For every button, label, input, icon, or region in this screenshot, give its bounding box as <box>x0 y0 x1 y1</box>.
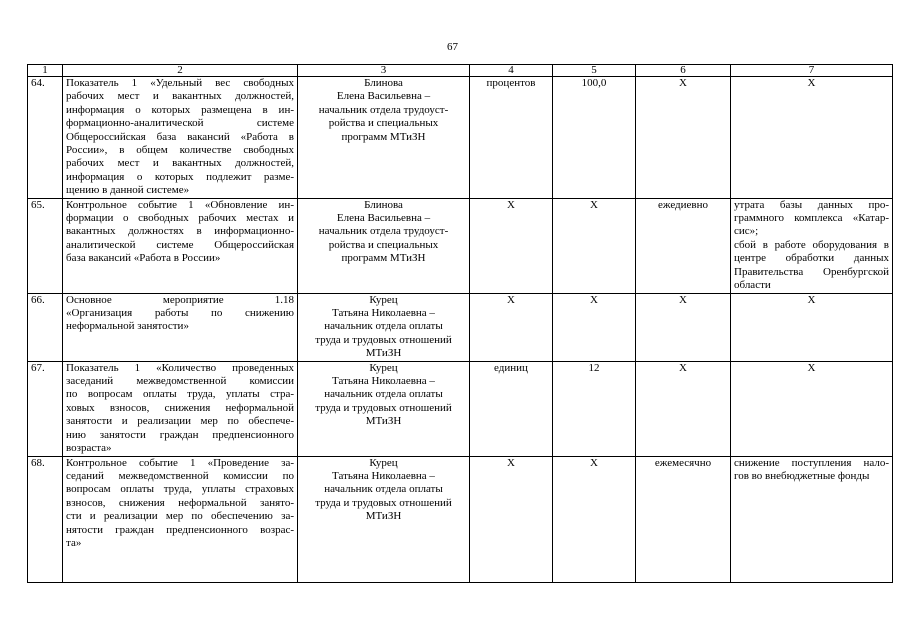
row-unit: X <box>470 456 553 582</box>
row-description-line: рабочих мест и вакантных должностей, <box>66 90 294 103</box>
page-number: 67 <box>447 41 458 53</box>
row-responsible-line: начальник отдела трудоуст- <box>318 225 449 238</box>
table-body <box>28 65 893 583</box>
row-responsible-line: начальник отдела трудоуст- <box>318 103 449 116</box>
row-result-line: сис»; <box>734 225 759 238</box>
row-description-line: Контрольное событие 1 «Обновление ин- <box>66 198 294 211</box>
row-responsible-line: Блинова <box>364 198 403 211</box>
row-result-line: гов во внебюджетные фонды <box>734 469 870 482</box>
row-responsible <box>298 198 470 293</box>
row-responsible-line: труда и трудовых отношений <box>315 401 452 414</box>
row-responsible-line: Блинова <box>364 77 403 89</box>
table-row <box>28 361 893 456</box>
row-number: 67. <box>28 361 63 456</box>
row-result-line: утрата базы данных про- <box>734 198 889 211</box>
row-responsible-line: Елена Васильевна – <box>336 90 431 103</box>
row-description-line: информация о которых подлежит разме- <box>66 170 294 183</box>
row-description-line: формационно-аналитической системе <box>66 117 294 130</box>
row-description-line: вопросам оплаты труда, уплаты страховых <box>66 483 294 496</box>
row-description-line: сти и реализации мер по обеспечению за- <box>66 510 294 523</box>
row-result-line: X <box>807 361 816 374</box>
row-number: 68. <box>28 456 63 582</box>
row-unit: единиц <box>470 361 553 456</box>
row-description-line: взносов, снижения неформальной занято- <box>66 496 294 509</box>
row-result <box>731 77 893 199</box>
row-responsible-line: труда и трудовых отношений <box>315 333 452 346</box>
row-description <box>63 77 298 199</box>
plan-table <box>27 64 893 583</box>
row-responsible-line: МТиЗН <box>365 415 402 428</box>
row-result-line: граммного комплекса «Катар- <box>734 212 889 225</box>
row-description-line: «Организация работы по снижению <box>66 306 294 319</box>
row-responsible-line: Елена Васильевна – <box>336 212 431 225</box>
header-cell-description: 2 <box>63 65 298 77</box>
row-responsible <box>298 293 470 361</box>
row-result-line: сбой в работе оборудования в <box>734 238 889 251</box>
table-header-row <box>28 65 893 77</box>
row-responsible-line: ройства и специальных <box>328 238 439 251</box>
row-description-line: занятости и реализации мер по обеспече- <box>66 415 294 428</box>
row-description-line: Общероссийская база вакансий «Работа в <box>66 130 294 143</box>
row-responsible-line: Курец <box>369 361 398 374</box>
row-responsible-line: начальник отдела оплаты <box>324 483 443 496</box>
row-description-line: нятости граждан предпенсионного возрас- <box>66 523 294 536</box>
row-description-line: Показатель 1 «Количество проведенных <box>66 361 294 374</box>
row-description-line: информация о которых размещена в ин- <box>66 103 294 116</box>
row-description-line: Основное мероприятие 1.18 <box>66 293 294 306</box>
row-responsible-line: МТиЗН <box>365 510 402 523</box>
row-result <box>731 361 893 456</box>
header-cell-responsible: 3 <box>298 65 470 77</box>
row-responsible <box>298 77 470 199</box>
row-responsible-line: Курец <box>369 293 398 306</box>
row-period: X <box>636 361 731 456</box>
row-responsible-line: Татьяна Николаевна – <box>332 306 435 319</box>
row-number: 64. <box>28 77 63 199</box>
row-description-line: ховых взносов, снижения неформальной <box>66 401 294 414</box>
row-description-line: неформальной занятости» <box>66 320 189 333</box>
row-description-line: база вакансий «Работа в России» <box>66 252 221 265</box>
row-period: ежедиевно <box>636 198 731 293</box>
row-responsible-line: труда и трудовых отношений <box>315 496 452 509</box>
row-description-line: формации о свободных рабочих местах и <box>66 212 294 225</box>
row-responsible-line: программ МТиЗН <box>341 130 426 143</box>
row-description-line: по вопросам оплаты труда, уплаты стра- <box>66 388 294 401</box>
row-description-line: Контрольное событие 1 «Проведение за- <box>66 456 294 469</box>
row-unit: X <box>470 293 553 361</box>
row-unit: процентов <box>470 77 553 199</box>
row-number: 65. <box>28 198 63 293</box>
row-description <box>63 456 298 582</box>
row-description <box>63 361 298 456</box>
row-responsible-line: начальник отдела оплаты <box>324 320 443 333</box>
row-result-line: области <box>734 279 771 292</box>
row-responsible-line: начальник отдела оплаты <box>324 388 443 401</box>
row-value: X <box>553 198 636 293</box>
row-responsible-line: Татьяна Николаевна – <box>332 469 435 482</box>
header-cell-period: 6 <box>636 65 731 77</box>
row-description-line: щению в данной системе» <box>66 184 190 197</box>
header-cell-num: 1 <box>28 65 63 77</box>
row-responsible <box>298 361 470 456</box>
table-row <box>28 198 893 293</box>
row-responsible-line: МТиЗН <box>365 347 402 360</box>
row-description-line: заседаний межведомственной комиссии <box>66 374 294 387</box>
row-number: 66. <box>28 293 63 361</box>
row-result <box>731 456 893 582</box>
row-result-line: X <box>807 77 816 89</box>
row-value: 12 <box>553 361 636 456</box>
row-value: X <box>553 293 636 361</box>
table-row <box>28 77 893 199</box>
row-responsible <box>298 456 470 582</box>
row-responsible-line: Татьяна Николаевна – <box>332 374 435 387</box>
row-value: X <box>553 456 636 582</box>
header-cell-value: 5 <box>553 65 636 77</box>
table-row <box>28 293 893 361</box>
row-description <box>63 293 298 361</box>
row-description-line: возраста» <box>66 441 112 454</box>
header-cell-unit: 4 <box>470 65 553 77</box>
table-row <box>28 456 893 582</box>
row-description-line: вакантных должностях в информационно- <box>66 225 294 238</box>
row-result-line: X <box>807 293 816 306</box>
row-description-line: нию занятости граждан предпенсионного <box>66 428 294 441</box>
row-period: X <box>636 293 731 361</box>
row-result-line: Правительства Оренбургской <box>734 265 889 278</box>
row-result <box>731 198 893 293</box>
row-description-line: седаний межведомственной комиссии по <box>66 469 294 482</box>
row-value: 100,0 <box>553 77 636 199</box>
row-result-line: снижение поступления нало- <box>734 456 889 469</box>
row-period: X <box>636 77 731 199</box>
row-result-line: центре обработки данных <box>734 252 889 265</box>
row-description-line: Показатель 1 «Удельный вес свободных <box>66 77 294 89</box>
row-description <box>63 198 298 293</box>
header-cell-result: 7 <box>731 65 893 77</box>
row-responsible-line: Курец <box>369 456 398 469</box>
row-period: ежемесячно <box>636 456 731 582</box>
row-responsible-line: программ МТиЗН <box>341 252 426 265</box>
row-description-line: России», в общем количестве свободных <box>66 144 294 157</box>
row-responsible-line: ройства и специальных <box>328 117 439 130</box>
row-unit: X <box>470 198 553 293</box>
row-description-line: рабочих мест и вакантных должностей, <box>66 157 294 170</box>
row-description-line: та» <box>66 536 82 549</box>
row-description-line: аналитической системе Общероссийская <box>66 238 294 251</box>
row-result <box>731 293 893 361</box>
